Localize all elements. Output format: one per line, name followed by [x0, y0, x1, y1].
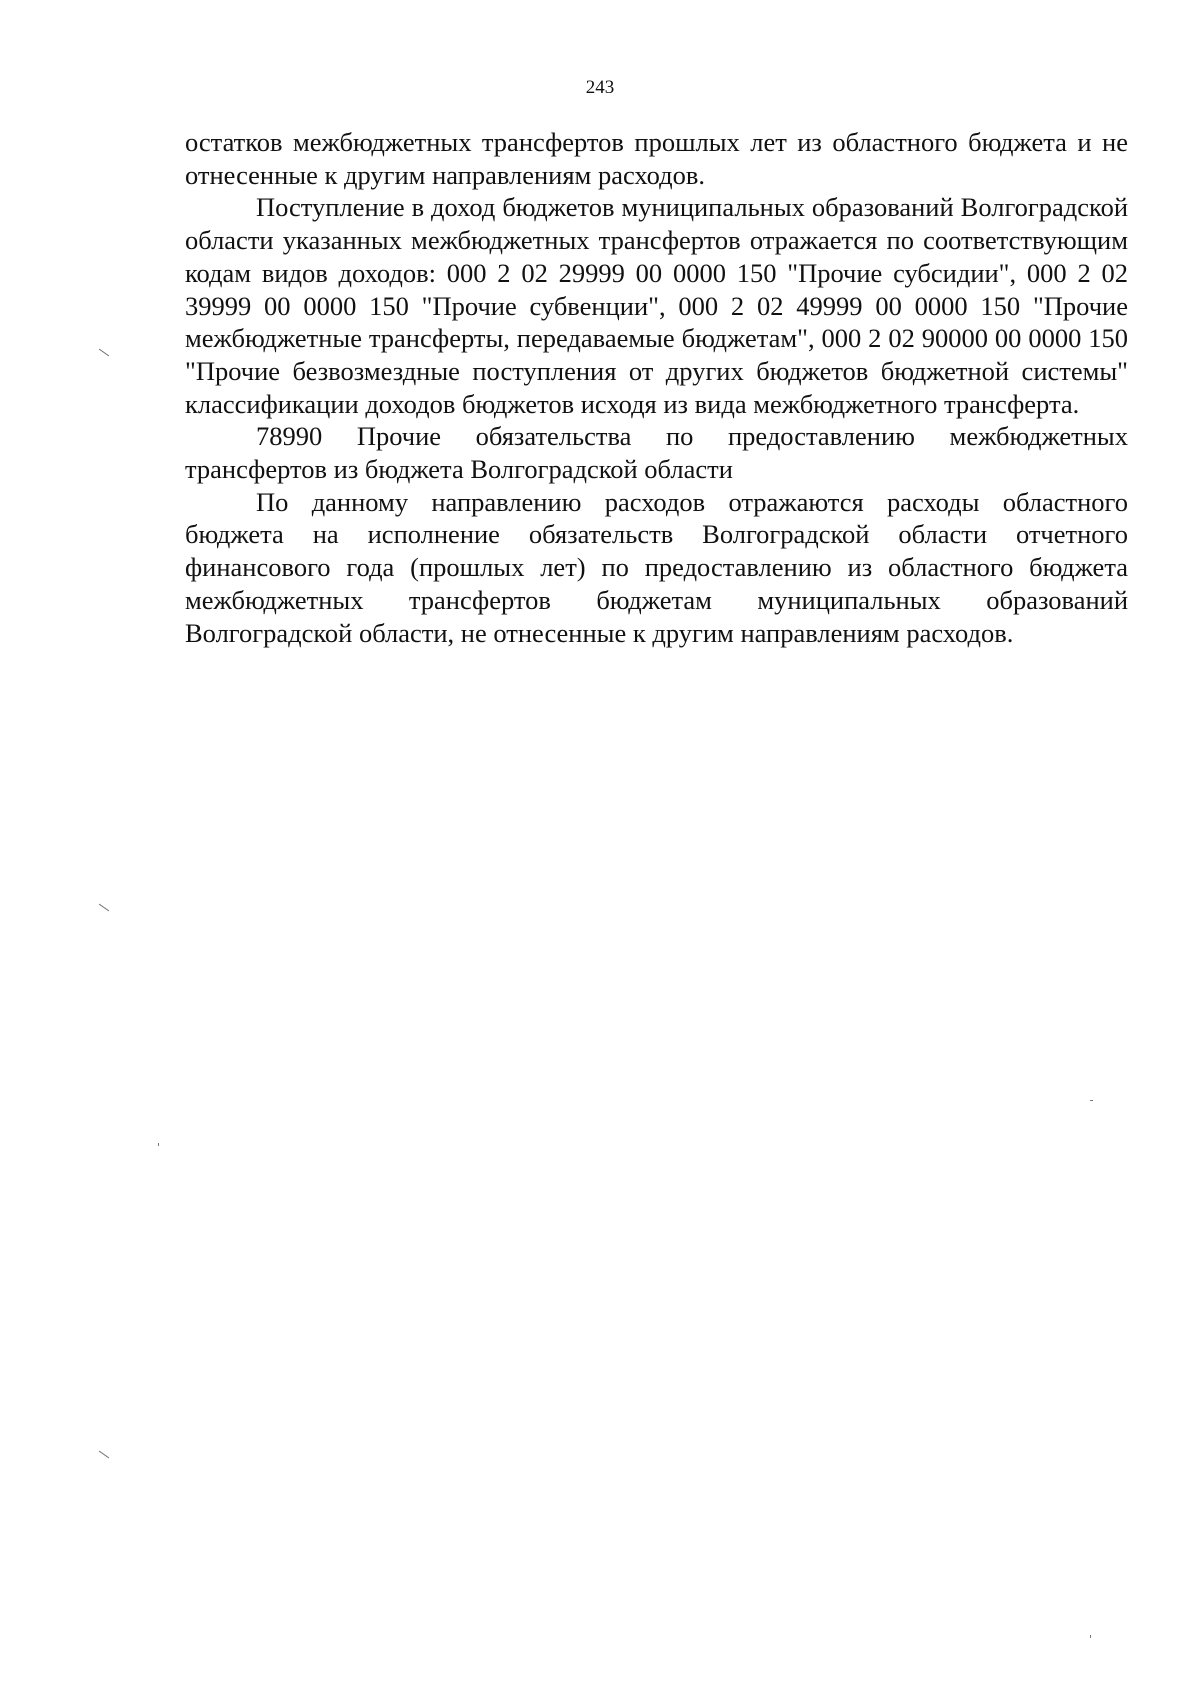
scan-mark: [99, 349, 109, 357]
paragraph: остатков межбюджетных трансфертов прошлых лет из областного бюджета и не отнесенные к другим направлениям расходов.: [185, 127, 1128, 190]
paragraph: 78990 Прочие обязательства по предоставлению межбюджетных трансфертов из бюджета Волгоградской области: [185, 421, 1128, 485]
scan-mark: [1090, 1635, 1091, 1638]
body-text: [185, 126, 1128, 649]
scan-mark: [99, 1451, 109, 1459]
scan-mark: [158, 1143, 159, 1146]
scan-mark: [99, 904, 109, 912]
scan-mark: [1090, 1100, 1093, 1101]
page-number: 243: [585, 77, 615, 98]
paragraph: Поступление в доход бюджетов муниципальных образований Волгоградской области указанных межбюджетных трансфертов отражается по соответствующим кодам видов доходов: 000 2 02 29999 00 0000 150 "Прочие субсидии", 000 2 02 39999 00 0000 150 "Прочие субвенции", 000 2 02 49999 00 0000 150 "Прочие межбюджетные трансферты, передаваемые бюджетам", 000 2 02 90000 00 0000 150 "Прочие безвозмездные поступления от других бюджетов бюджетной системы" классификации доходов бюджетов исходя из вида межбюджетного трансферта.: [185, 192, 1128, 419]
paragraph: По данному направлению расходов отражаются расходы областного бюджета на исполнение обязательств Волгоградской области отчетного финансового года (прошлых лет) по предоставлению из областного бюджета межбюджетных трансфертов бюджетам муниципальных образований Волгоградской области, не отнесенные к другим направлениям расходов.: [185, 486, 1128, 648]
